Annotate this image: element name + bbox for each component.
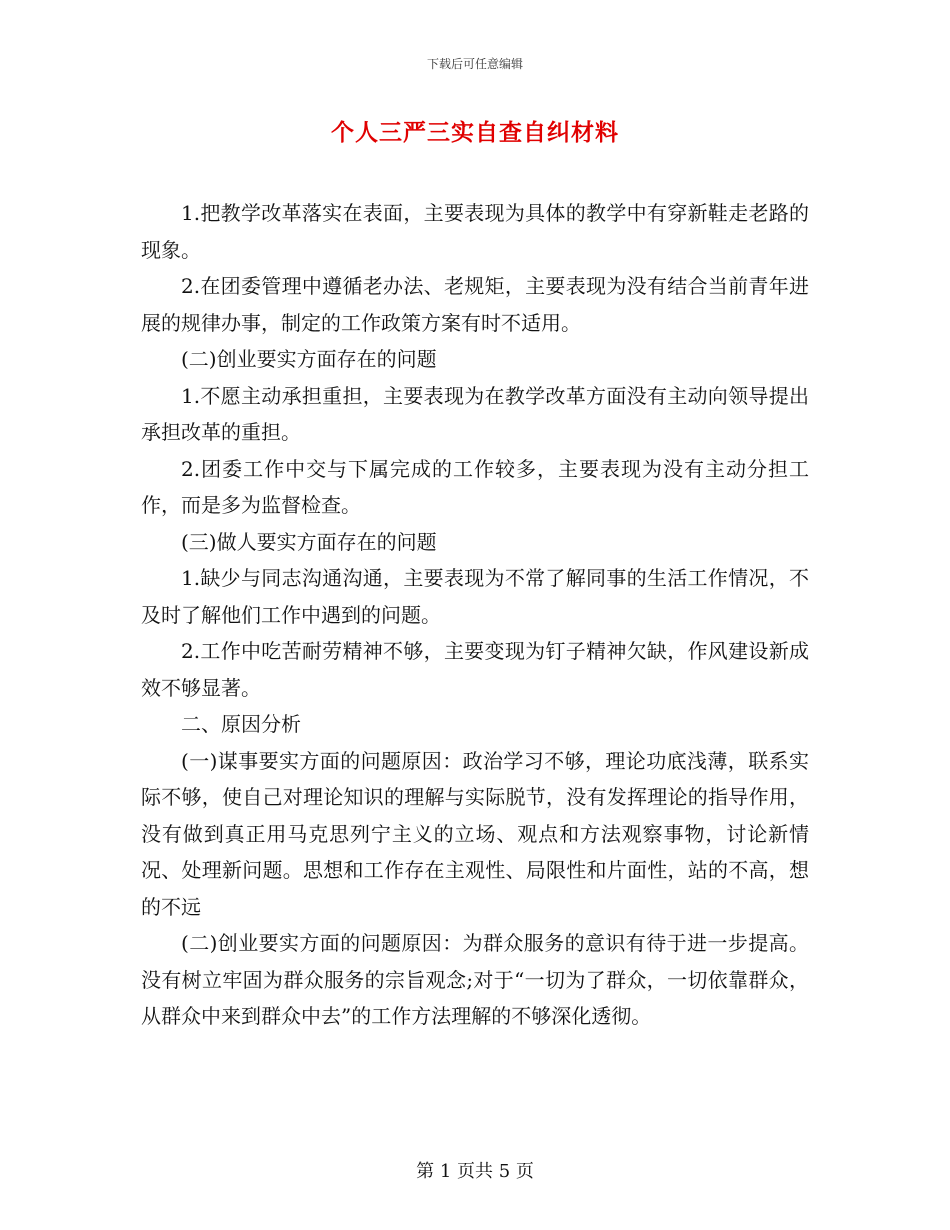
header-note: 下载后可任意编辑: [426, 57, 523, 71]
paragraph: 1.把教学改革落实在表面，主要表现为具体的教学中有穿新鞋走老路的现象。: [141, 201, 809, 262]
paragraph: 2.工作中吃苦耐劳精神不够，主要变现为钉子精神欠缺，作风建设新成效不够显著。: [141, 639, 809, 700]
paragraph: (一)谋事要实方面的问题原因：政治学习不够，理论功底浅薄，联系实际不够，使自己对理论知识的理解与实际脱节，没有发挥理论的指导作用，没有做到真正用马克思列宁主义的立场、观点和方法观察事物，讨论新情况、处理新问题。思想和工作存在主观性、局限性和片面性，站的不高，想的不远: [141, 748, 809, 919]
document-body: [141, 195, 809, 1035]
section-heading: 二、原因分析: [181, 712, 301, 736]
section-heading: (二)创业要实方面存在的问题: [181, 347, 437, 371]
paragraph: (二)创业要实方面的问题原因：为群众服务的意识有待于进一步提高。没有树立牢固为群众服务的宗旨观念;对于“一切为了群众，一切依靠群众，从群众中来到群众中去”的工作方法理解的不够深化透彻。: [141, 931, 809, 1028]
paragraph: 2.在团委管理中遵循老办法、老规矩，主要表现为没有结合当前青年进展的规律办事，制定的工作政策方案有时不适用。: [141, 274, 809, 335]
section-heading: (三)做人要实方面存在的问题: [181, 529, 437, 554]
document-title: 个人三严三实自查自纠材料: [331, 120, 619, 146]
paragraph: 1.缺少与同志沟通沟通，主要表现为不常了解同事的生活工作情况，不及时了解他们工作中遇到的问题。: [141, 566, 809, 627]
page-number: 第 1 页共 5 页: [416, 1161, 534, 1182]
paragraph: 1.不愿主动承担重担，主要表现为在教学改革方面没有主动向领导提出承担改革的重担。: [141, 383, 809, 444]
paragraph: 2.团委工作中交与下属完成的工作较多，主要表现为没有主动分担工作，而是多为监督检查。: [141, 456, 809, 517]
